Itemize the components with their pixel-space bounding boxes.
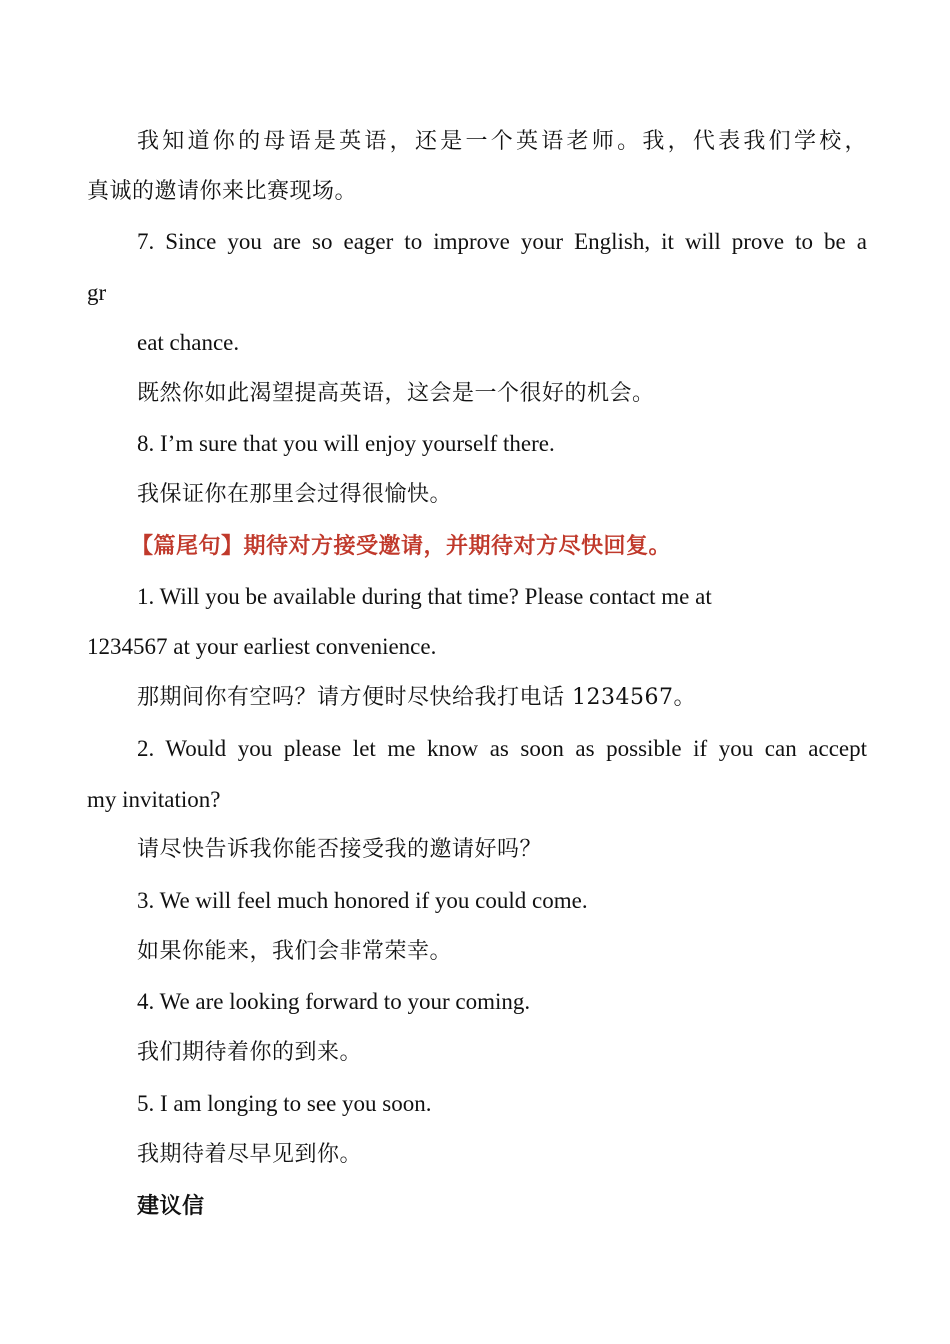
closing-section-heading: 【篇尾句】期待对方接受邀请，并期待对方尽快回复。 bbox=[131, 533, 672, 559]
sentence-7-cn: 既然你如此渴望提高英语，这会是一个很好的机会。 bbox=[137, 381, 655, 406]
closing-1-cn: 那期间你有空吗？请方便时尽快给我打电话 1234567。 bbox=[137, 685, 696, 710]
intro-cn-line-1: 我知道你的母语是英语，还是一个英语老师。我，代表我们学校， bbox=[137, 129, 867, 154]
sentence-7-en-line-1: 7. Since you are so eager to improve your English, it will prove to be a bbox=[137, 229, 867, 254]
intro-cn-line-2: 真诚的邀请你来比赛现场。 bbox=[87, 179, 358, 204]
sentence-7-en-line-3: eat chance. bbox=[137, 330, 240, 355]
closing-4-en: 4. We are looking forward to your coming. bbox=[137, 989, 531, 1014]
closing-1-en-line-2: 1234567 at your earliest convenience. bbox=[87, 634, 437, 659]
closing-2-en-line-1: 2. Would you please let me know as soon as possible if you can accept bbox=[137, 736, 867, 761]
closing-1-en-line-1: 1. Will you be available during that time? Please contact me at bbox=[137, 584, 712, 609]
closing-2-cn: 请尽快告诉我你能否接受我的邀请好吗？ bbox=[137, 837, 543, 862]
closing-2-en-line-2: my invitation? bbox=[87, 787, 221, 812]
closing-5-cn: 我期待着尽早见到你。 bbox=[137, 1142, 363, 1167]
closing-3-cn: 如果你能来，我们会非常荣幸。 bbox=[137, 939, 453, 964]
sentence-7-en-line-2: gr bbox=[87, 280, 107, 305]
sentence-8-cn: 我保证你在那里会过得很愉快。 bbox=[137, 482, 453, 507]
sentence-8-en: 8. I’m sure that you will enjoy yourself there. bbox=[137, 431, 555, 456]
closing-5-en: 5. I am longing to see you soon. bbox=[137, 1091, 432, 1116]
next-section-heading: 建议信 bbox=[137, 1193, 205, 1219]
closing-3-en: 3. We will feel much honored if you could come. bbox=[137, 888, 588, 913]
closing-4-cn: 我们期待着你的到来。 bbox=[137, 1040, 363, 1065]
